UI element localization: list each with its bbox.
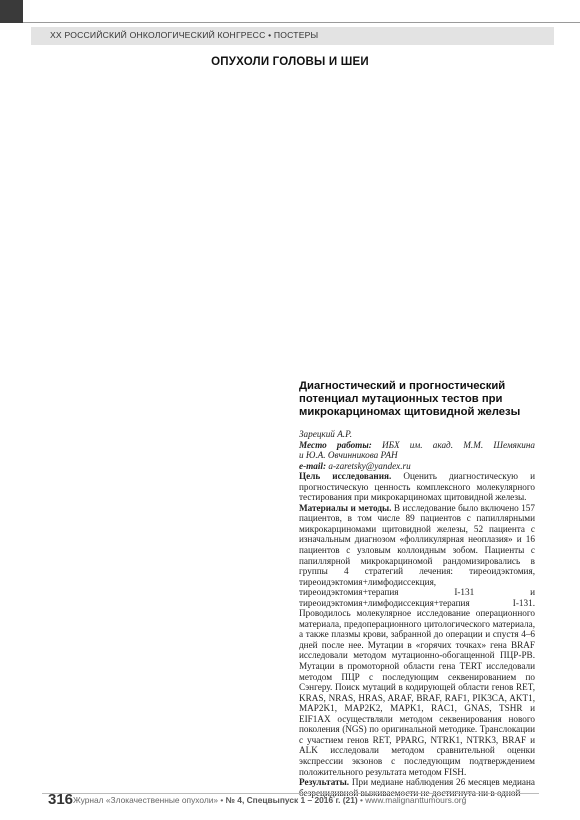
page-number: 316 — [48, 791, 74, 808]
footer-url[interactable]: www.malignanttumours.org — [365, 795, 467, 805]
footer-separator: • — [218, 795, 226, 805]
affiliation-label: Место работы: — [299, 439, 372, 450]
methods-text: В исследование было включено 157 пациентов, в том числе 89 пациентов с папиллярными микрокарциномами щитовидной железы, 52 пациента с изначальным диагнозом «фолликулярная неоплазия» и 16 пациентов с узловым коллоидным зобом. Пациенты с папиллярной микрокарциномой рандомизировались в группы 4 стратегий лечения: тиреоидэктомия, тиреоидэктомия+лимфодиссекция, тиреоидэктомия+терапия I-131 и тиреоидэктомия+лимфодиссекция+терапия I-131. Проводилось молекулярное исследование операционного материала, предоперационного цитологического материала, а также плазмы крови, забранной до операции и спустя 4–6 дней после нее. Мутации в «горячих точках» гена BRAF исследовали методом мутационно-обогащенной ПЦР-РВ. Мутации в промоторной области гена TERT исследовали методом ПЦР с последующим секвенированием по Сэнгеру. Поиск мутаций в кодирующей области генов RET, KRAS, NRAS, HRAS, ARAF, BRAF, RAF1, PIK3CA, AKT1, MAP2K1, MAP2K2, MAPK1, RAC1, GNAS, TSHR и EIF1AX осуществляли методом секвенирования нового поколения (NGS) по оригинальной методике. Транслокации с участием генов RET, PPARG, NTRK1, NTRK3, BRAF и ALK исследовали методом сравнительной оценки экспрессии экзонов с последующим подтверждением положительного результата методом FISH. — [299, 502, 535, 777]
top-rule — [23, 22, 580, 23]
email-label: e-mail: — [299, 460, 327, 471]
article-title: Диагностический и прогностический потенциал мутационных тестов при микрокарциномах щитовидной железы — [299, 380, 521, 418]
footer-journal-name: Журнал «Злокачественные опухоли» — [73, 795, 219, 805]
footer-issue: № 4, Спецвыпуск 1 – 2016 г. (21) — [225, 795, 358, 805]
section-title: ОПУХОЛИ ГОЛОВЫ И ШЕИ — [211, 56, 369, 68]
email-address: a-zaretsky@yandex.ru — [326, 460, 411, 471]
running-header-title: XX РОССИЙСКИЙ ОНКОЛОГИЧЕСКИЙ КОНГРЕСС • ПОСТЕРЫ — [50, 30, 319, 40]
aim-label: Цель исследования. — [299, 471, 392, 482]
corner-block — [0, 0, 23, 23]
affiliation-text: ИБХ им. акад. М.М. Шемякина — [371, 439, 535, 450]
article-author: Зарецкий А.Р. — [299, 429, 353, 439]
methods-label: Материалы и методы. — [299, 502, 392, 513]
footer-rule — [42, 793, 539, 794]
aim-paragraph — [299, 471, 535, 503]
footer-separator: • — [357, 795, 366, 805]
results-text: При медиане наблюдения 26 месяцев медиана — [351, 777, 535, 788]
affiliation-line-2: и Ю.А. Овчинникова РАН — [299, 450, 398, 461]
results-label: Результаты. — [299, 777, 350, 788]
methods-paragraph — [299, 503, 535, 777]
abstract-article — [299, 380, 535, 798]
footer-journal-line — [73, 795, 466, 805]
affiliation-line — [299, 440, 535, 451]
aim-text: Оценить диагностическую и прогностическую ценность комплексного молекулярного тестирования при микрокарциномах щитовидной железы. — [299, 471, 535, 503]
email-line — [299, 461, 535, 472]
